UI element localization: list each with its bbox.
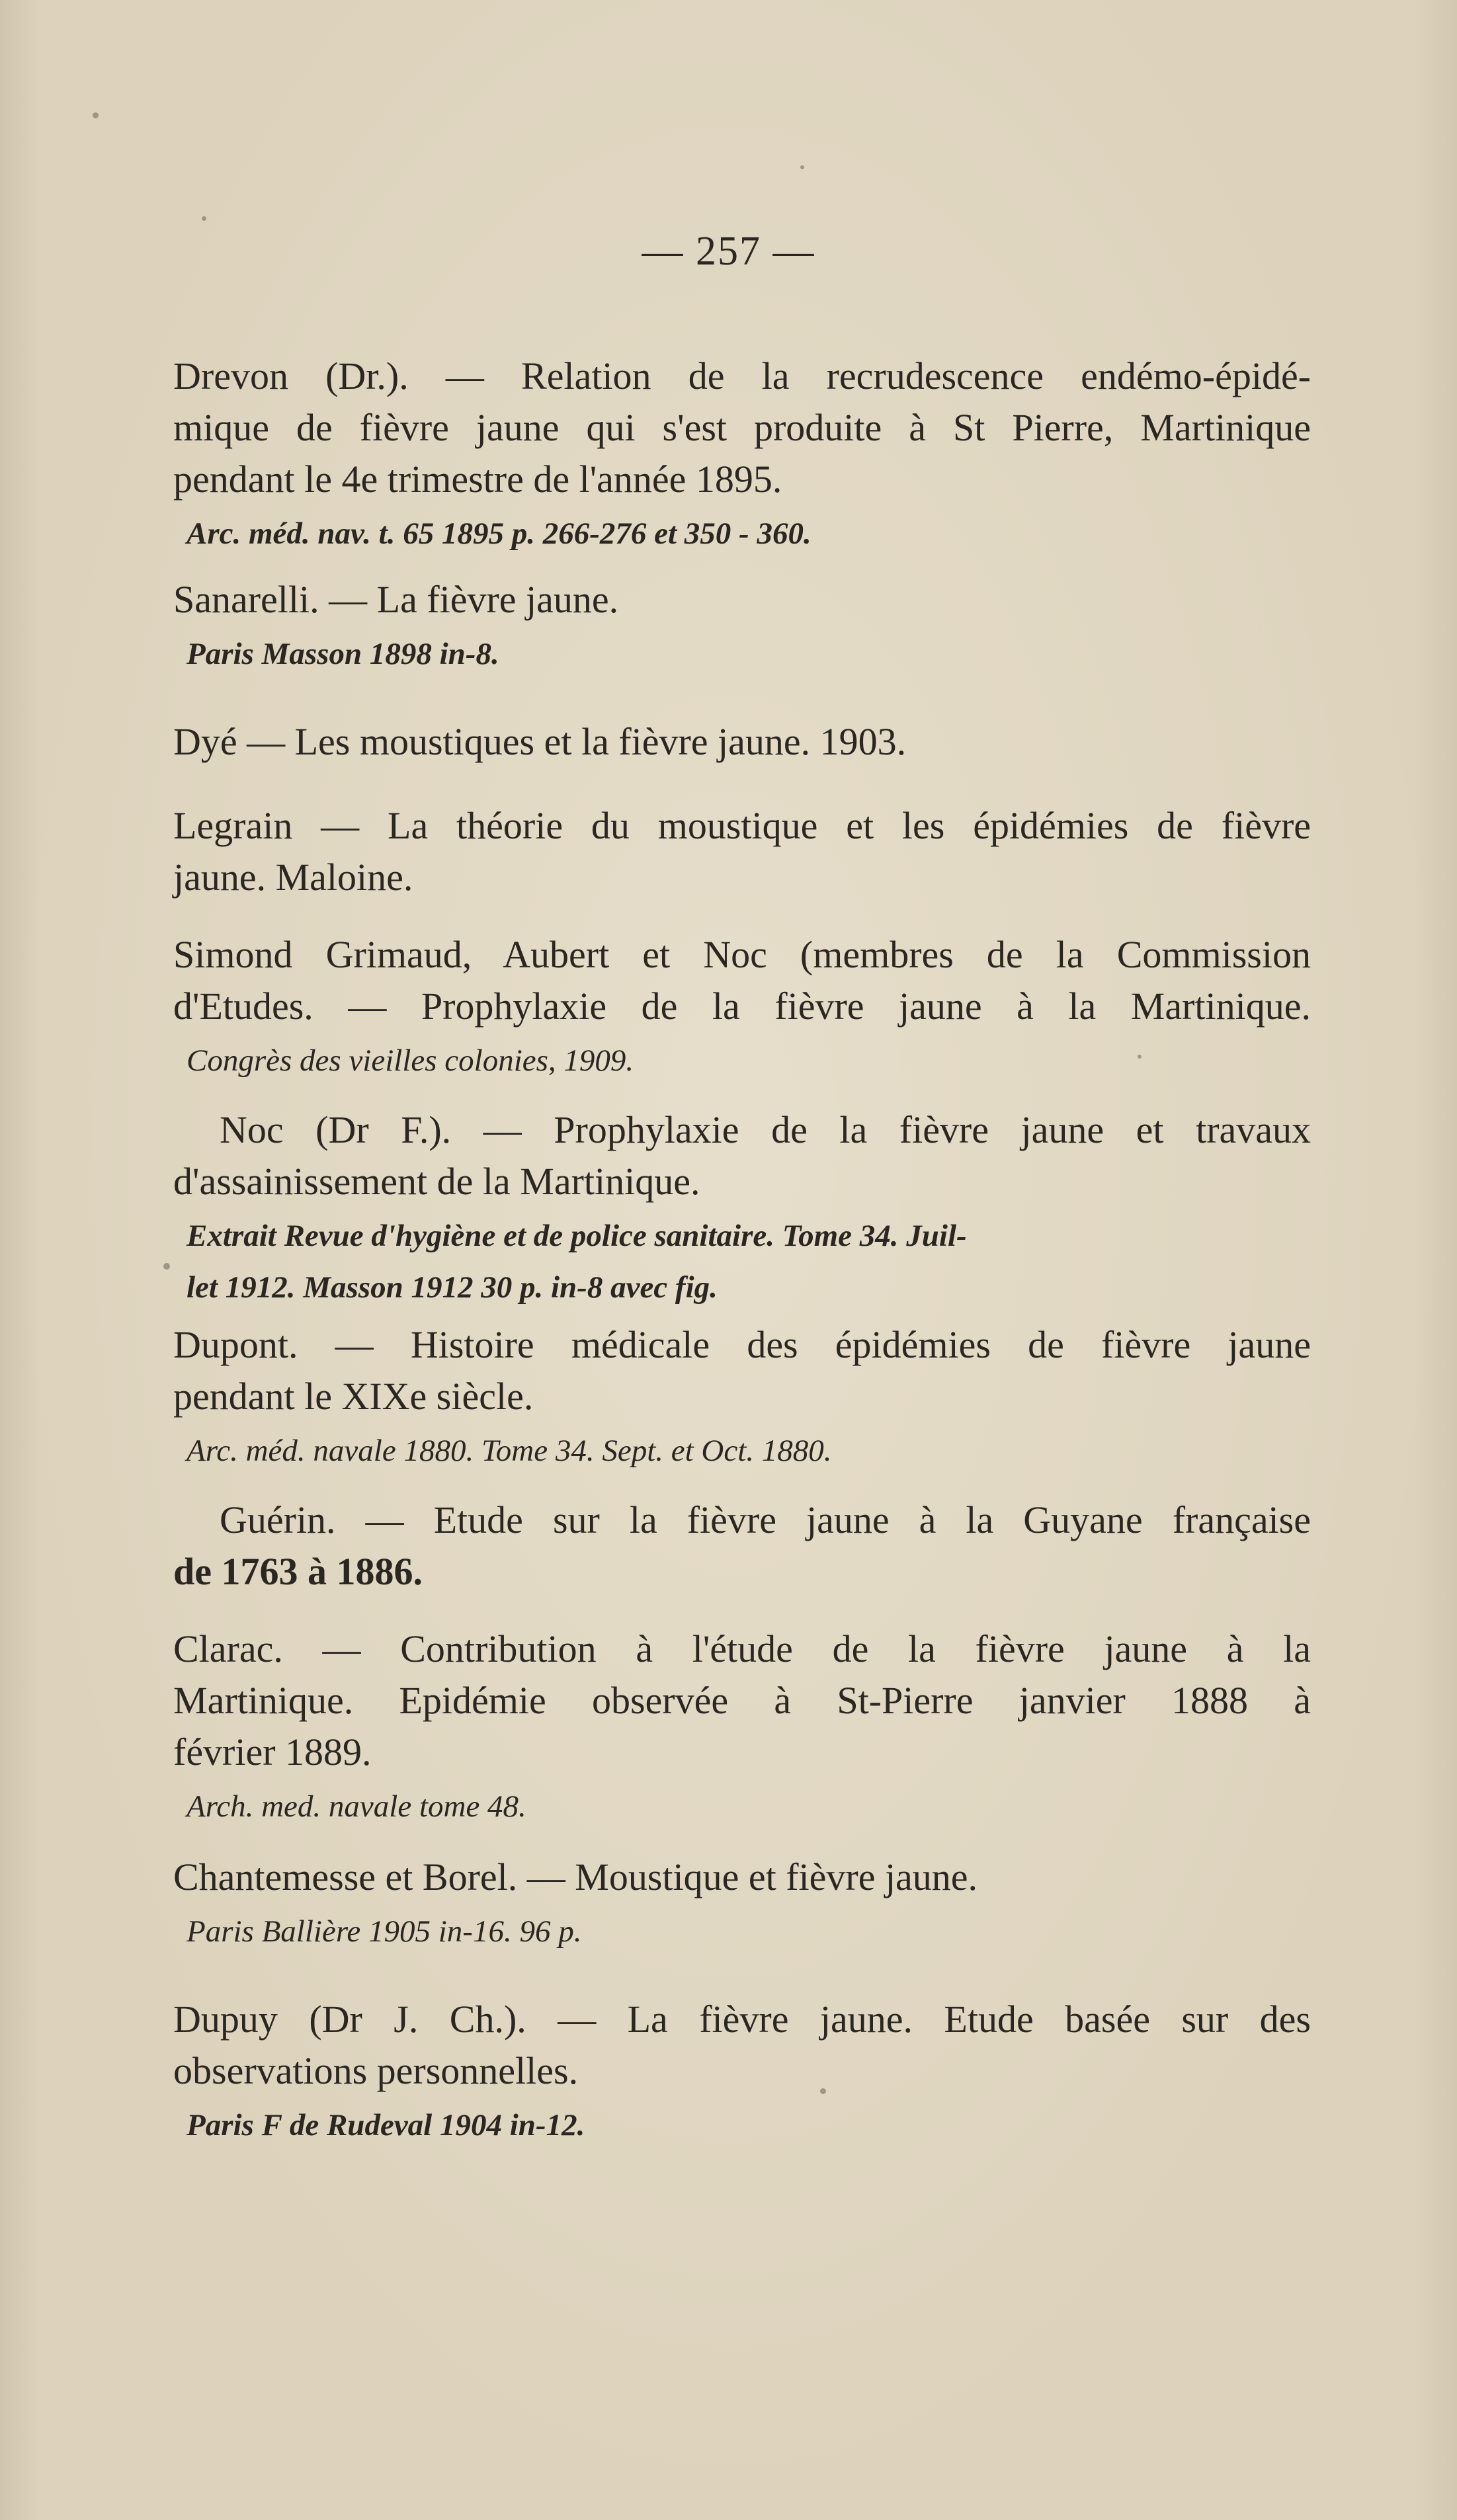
paper-speck bbox=[820, 2088, 826, 2094]
page-number: — 257 — bbox=[642, 229, 815, 274]
entry-source: Extrait Revue d'hygiène et de police sanitaire. Tome 34. Juil- bbox=[187, 1219, 967, 1253]
entry-source: Arc. méd. navale 1880. Tome 34. Sept. et Oct. 1880. bbox=[187, 1434, 832, 1468]
entry-source: Paris F de Rudeval 1904 in-12. bbox=[187, 2108, 585, 2142]
entry-text-line: Sanarelli. — La fièvre jaune. bbox=[173, 578, 619, 621]
entry-text-line: Dupont. — Histoire médicale des épidémies de fièvre jaune bbox=[173, 1323, 1311, 1366]
entry-text-line: Legrain — La théorie du moustique et les épidémies de fièvre bbox=[173, 804, 1311, 847]
entry-text-line: Guérin. — Etude sur la fièvre jaune à la Guyane française bbox=[220, 1498, 1311, 1541]
entry-text-line: de 1763 à 1886. bbox=[173, 1550, 423, 1593]
entry-source: Congrès des vieilles colonies, 1909. bbox=[187, 1043, 634, 1078]
entry-source: Paris Ballière 1905 in-16. 96 p. bbox=[187, 1914, 582, 1949]
entry-text-line: Chantemesse et Borel. — Moustique et fièvre jaune. bbox=[173, 1855, 978, 1898]
entry-source-continued: let 1912. Masson 1912 30 p. in-8 avec fig. bbox=[187, 1270, 718, 1305]
entry-text-line: Clarac. — Contribution à l'étude de la fièvre jaune à la bbox=[173, 1627, 1311, 1670]
paper-speck bbox=[800, 165, 804, 169]
entry-text-line: observations personnelles. bbox=[173, 2049, 579, 2092]
bibliography-entry bbox=[173, 1994, 1311, 2151]
paper-speck bbox=[163, 1263, 170, 1270]
entry-source: Paris Masson 1898 in-8. bbox=[187, 637, 499, 671]
bibliography-entry bbox=[173, 1104, 1311, 1313]
bibliography-entry bbox=[173, 929, 1311, 1086]
entry-source: Arc. méd. nav. t. 65 1895 p. 266-276 et 350 - 360. bbox=[187, 516, 812, 551]
entry-text-line: février 1889. bbox=[173, 1730, 372, 1773]
entry-text-line: Drevon (Dr.). — Relation de la recrudescence endémo-épidé- bbox=[173, 354, 1311, 397]
entry-source: Arch. med. navale tome 48. bbox=[187, 1789, 526, 1824]
entry-text-line: Dupuy (Dr J. Ch.). — La fièvre jaune. Etude basée sur des bbox=[173, 1998, 1311, 2041]
entry-text-line: Dyé — Les moustiques et la fièvre jaune. 1903. bbox=[173, 720, 907, 763]
bibliography-entry bbox=[173, 716, 1311, 768]
entry-text-line: Noc (Dr F.). — Prophylaxie de la fièvre jaune et travaux bbox=[220, 1108, 1311, 1151]
bibliography-entry bbox=[173, 350, 1311, 559]
entry-text-line: pendant le XIXe siècle. bbox=[173, 1375, 534, 1418]
entry-text-line: jaune. Maloine. bbox=[173, 856, 413, 899]
entry-text-line: Martinique. Epidémie observée à St-Pierre janvier 1888 à bbox=[173, 1679, 1311, 1722]
paper-speck bbox=[1138, 1055, 1142, 1059]
bibliography-entry bbox=[173, 1851, 1311, 1957]
paper-speck bbox=[202, 216, 206, 221]
bibliography-entry bbox=[173, 1319, 1311, 1477]
bibliography-entry bbox=[173, 1494, 1311, 1598]
entry-text-line: d'assainissement de la Martinique. bbox=[173, 1160, 700, 1203]
bibliography-entry bbox=[173, 1623, 1311, 1832]
paper-speck bbox=[93, 112, 99, 118]
entry-text-line: d'Etudes. — Prophylaxie de la fièvre jaune à la Martinique. bbox=[173, 985, 1311, 1028]
entry-text-line: Simond Grimaud, Aubert et Noc (membres de la Commission bbox=[173, 933, 1311, 976]
entry-text-line: pendant le 4e trimestre de l'année 1895. bbox=[173, 458, 782, 501]
bibliography-entry bbox=[173, 574, 1311, 680]
bibliography-entry bbox=[173, 800, 1311, 903]
entry-text-line: mique de fièvre jaune qui s'est produite à St Pierre, Martinique bbox=[173, 406, 1311, 449]
